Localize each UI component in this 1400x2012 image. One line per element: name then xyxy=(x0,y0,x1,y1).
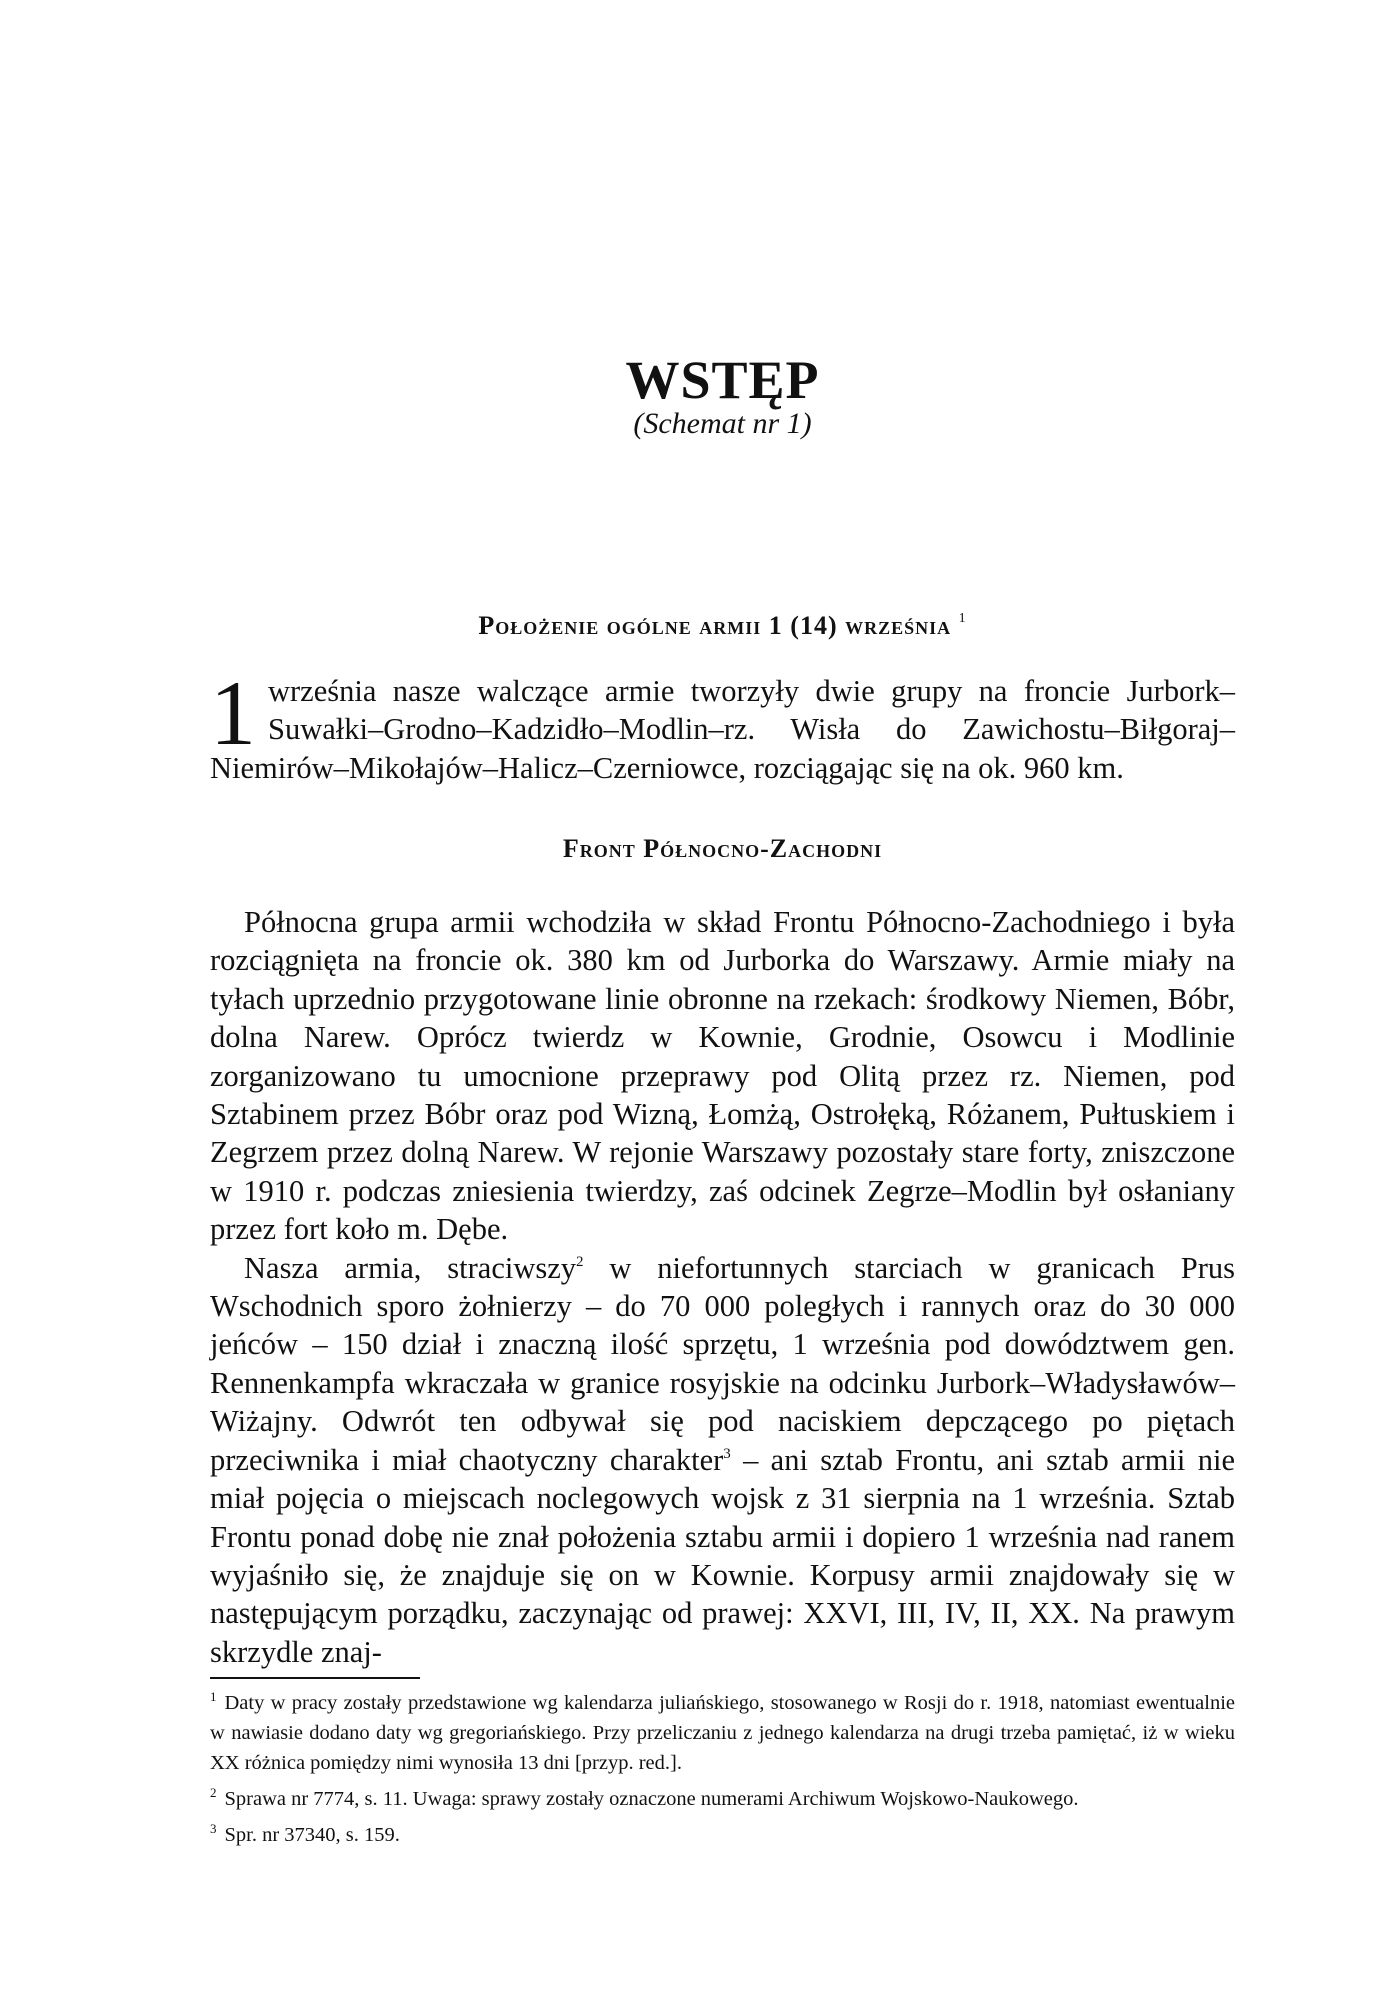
chapter-title: WSTĘP xyxy=(625,350,820,410)
footnote-1 xyxy=(210,1688,1235,1778)
footnote-number: 2 xyxy=(210,1785,217,1800)
paragraph-2 xyxy=(210,1249,1235,1671)
intro-text: września nasze walczące armie tworzyły dwie grupy na froncie Jurbork–Suwałki–Grodno–Kadzidło–Modlin–rz. Wisła do Zawichostu–Biłgoraj–Niemirów–Mikołajów–Halicz–Czerniowce, rozciągając się na ok. 960 km. xyxy=(210,674,1235,785)
footnote-number: 1 xyxy=(210,1689,217,1704)
paragraph-2-part-b: w niefortunnych starciach w granicach Prus Wschodnich sporo żołnierzy – do 70 000 poległych i rannych oraz do 30 000 jeńców – 150 dział i znaczną ilość sprzętu, 1 września pod dowództwem gen. Rennenkampfa wkraczała w granice rosyjskie na odcinku Jurbork–Władysławów–Wiżajny. Odwrót ten odbywał się pod naciskiem depczącego po piętach przeciwnika i miał chaotyczny charakter xyxy=(210,1250,1236,1477)
section-heading-northwest-front: Front Północno-Zachodni xyxy=(562,834,883,863)
footnote-ref-2: 2 xyxy=(576,1253,584,1270)
footnote-2 xyxy=(210,1784,1235,1814)
intro-paragraph xyxy=(210,662,1235,787)
paragraph-2-part-c: – ani sztab Frontu, ani sztab armii nie miał pojęcia o miejscach noclegowych wojsk z 31 sierpnia na 1 września. Sztab Frontu ponad dobę nie znał położenia sztabu armii i dopiero 1 września nad ranem wyjaśniło się, że znajduje się on w Kownie. Korpusy armii znajdowały się w następującym porządku, zaczynając od prawej: XXVI, III, IV, II, XX. Na prawym skrzydle znaj- xyxy=(210,1442,1235,1669)
footnote-text: Spr. nr 37340, s. 159. xyxy=(224,1824,400,1846)
footnote-text: Sprawa nr 7774, s. 11. Uwaga: sprawy zostały oznaczone numerami Archiwum Wojskowo-Naukowego. xyxy=(224,1788,1079,1810)
paragraph-1: Północna grupa armii wchodziła w skład Frontu Północno-Zachodniego i była rozciągnięta na froncie ok. 380 km od Jurborka do Warszawy. Armie miały na tyłach uprzednio przygotowane linie obronne na rzekach: środkowy Niemen, Bóbr, dolna Narew. Oprócz twierdz w Kownie, Grodnie, Osowcu i Modlinie zorganizowano tu umocnione przeprawy pod Olitą przez rz. Niemen, pod Sztabinem przez Bóbr oraz pod Wizną, Łomżą, Ostrołęką, Różanem, Pułtuskiem i Zegrzem przez dolną Narew. W rejonie Warszawy pozostały stare forty, zniszczone w 1910 r. podczas zniesienia twierdzy, zaś odcinek Zegrze–Modlin był osłaniany przez fort koło m. Dębe. xyxy=(210,905,1235,1247)
section-heading-general-position xyxy=(210,603,1235,642)
section-heading-text: Położenie ogólne armii 1 (14) września xyxy=(478,611,952,640)
book-page xyxy=(210,0,1235,2012)
footnote-divider xyxy=(210,1677,420,1679)
footnote-number: 3 xyxy=(210,1821,217,1836)
footnotes xyxy=(210,1688,1235,1856)
footnote-ref-3: 3 xyxy=(723,1445,731,1462)
footnote-3 xyxy=(210,1820,1235,1850)
footnote-ref-1: 1 xyxy=(958,611,967,626)
paragraph-2-part-a: Nasza armia, straciwszy xyxy=(244,1250,577,1285)
drop-cap: 1 xyxy=(210,662,256,764)
chapter-subtitle: (Schemat nr 1) xyxy=(633,407,812,440)
main-text xyxy=(210,903,1235,1671)
footnote-text: Daty w pracy zostały przedstawione wg kalendarza juliańskiego, stosowanego w Rosji do r. 1918, natomiast ewentualnie w nawiasie dodano daty wg gregoriańskiego. Przy przeliczaniu z jednego kalendarza na drugi trzeba pamiętać, iż w wieku XX różnica pomiędzy nimi wynosiła 13 dni [przyp. red.]. xyxy=(210,1692,1235,1774)
